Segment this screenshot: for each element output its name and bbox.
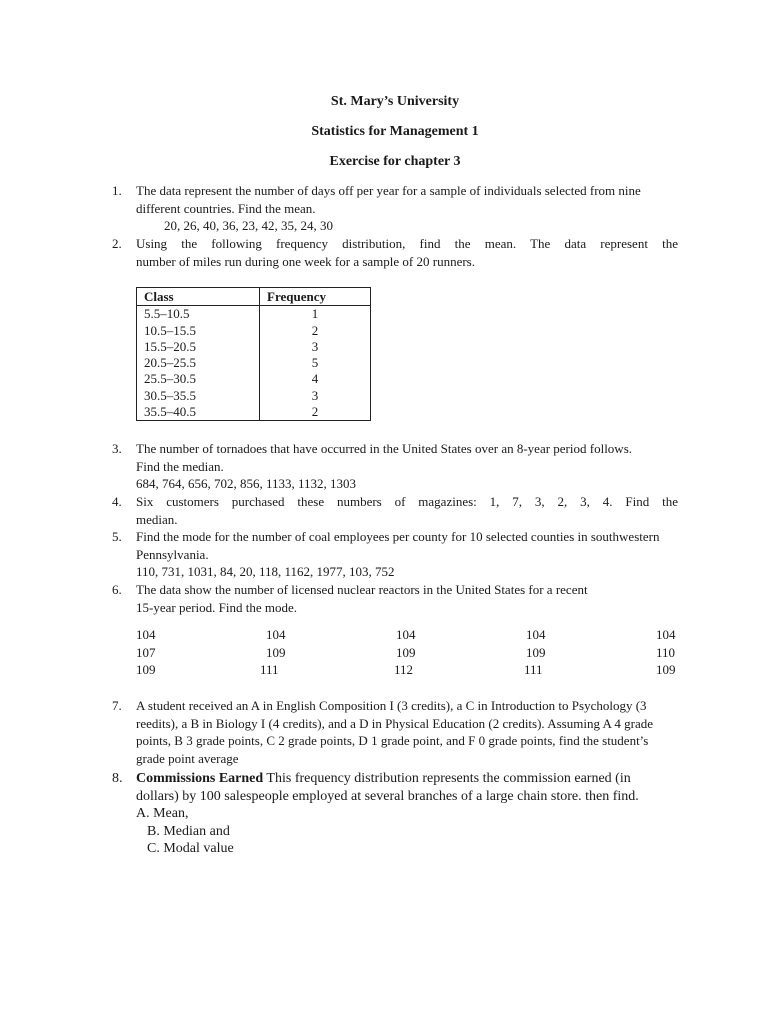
question-text: Find the mode for the number of coal employees per county for 10 selected counties in southwestern xyxy=(136,529,660,544)
question-text: Using the following frequency distribution, find the mean. The data represent the xyxy=(136,236,678,251)
question-2 xyxy=(112,235,678,270)
exercise-title: Exercise for chapter 3 xyxy=(329,154,461,169)
question-number: 8. xyxy=(112,771,123,786)
data-cell: 109 xyxy=(396,644,416,660)
frequency-cell: 2 xyxy=(260,323,371,339)
reactor-data-grid xyxy=(136,626,678,679)
data-cell: 104 xyxy=(526,627,546,642)
question-4 xyxy=(112,493,678,528)
table-row xyxy=(137,404,371,421)
frequency-cell: 1 xyxy=(260,306,371,323)
class-cell: 10.5–15.5 xyxy=(137,323,260,339)
question-text: points, B 3 grade points, C 2 grade points, D 1 grade point, and F 0 grade points, find the student’s xyxy=(136,733,649,748)
question-text: dollars) by 100 salespeople employed at several branches of a large chain store. then find. xyxy=(136,788,639,804)
column-header-frequency: Frequency xyxy=(260,288,371,306)
question-number: 2. xyxy=(112,236,122,251)
question-text: 15-year period. Find the mode. xyxy=(136,599,298,615)
question-number: 3. xyxy=(112,441,122,456)
data-cell: 110 xyxy=(656,644,676,660)
data-cell: 104 xyxy=(656,627,676,642)
question-data: 684, 764, 656, 702, 856, 1133, 1132, 1303 xyxy=(136,476,357,491)
data-cell: 111 xyxy=(260,662,279,677)
data-cell: 109 xyxy=(656,662,676,677)
question-3 xyxy=(112,440,678,493)
class-cell: 35.5–40.5 xyxy=(137,404,260,421)
question-text: number of miles run during one week for a sample of 20 runners. xyxy=(136,253,475,269)
data-row xyxy=(136,661,678,679)
data-cell: 109 xyxy=(266,644,286,660)
table-header-row xyxy=(137,288,371,306)
table-row xyxy=(137,306,371,323)
question-data: 110, 731, 1031, 84, 20, 118, 1162, 1977, 103, 752 xyxy=(136,564,395,579)
frequency-cell: 3 xyxy=(260,339,371,355)
frequency-cell: 5 xyxy=(260,355,371,371)
question-text: The data represent the number of days off per year for a sample of individuals selected from nine xyxy=(136,183,641,198)
class-cell: 25.5–30.5 xyxy=(137,371,260,387)
data-cell: 111 xyxy=(524,662,543,677)
table-row xyxy=(137,323,371,339)
question-text: The number of tornadoes that have occurred in the United States over an 8-year period follows. xyxy=(136,441,632,456)
question-number: 1. xyxy=(112,183,122,198)
question-7 xyxy=(112,697,678,767)
frequency-table xyxy=(136,287,371,421)
question-number: 6. xyxy=(112,582,122,597)
data-cell: 104 xyxy=(396,627,416,642)
question-title: Commissions Earned xyxy=(136,771,264,786)
table-row xyxy=(137,388,371,404)
data-cell: 112 xyxy=(394,662,414,677)
table-row xyxy=(137,355,371,371)
class-cell: 30.5–35.5 xyxy=(137,388,260,404)
question-number: 7. xyxy=(112,698,122,713)
question-6 xyxy=(112,581,678,616)
question-part-b: B. Median and xyxy=(147,823,230,839)
question-text: Pennsylvania. xyxy=(136,546,209,562)
class-cell: 5.5–10.5 xyxy=(137,306,260,323)
question-text: A student received an A in English Composition I (3 credits), a C in Introduction to Psychology (3 xyxy=(136,698,647,713)
data-row xyxy=(136,644,678,662)
frequency-cell: 3 xyxy=(260,388,371,404)
question-text: median. xyxy=(136,511,178,527)
data-cell: 104 xyxy=(136,627,156,642)
data-cell: 109 xyxy=(136,662,156,677)
question-part-c: C. Modal value xyxy=(147,841,234,856)
data-row xyxy=(136,626,678,644)
question-text: reedits), a B in Biology I (4 credits), and a D in Physical Education (2 credits). Assuming A 4 grade xyxy=(136,715,654,731)
course-title: Statistics for Management 1 xyxy=(311,124,479,139)
data-cell: 109 xyxy=(526,644,546,660)
table-row xyxy=(137,371,371,387)
class-cell: 15.5–20.5 xyxy=(137,339,260,355)
question-5 xyxy=(112,528,678,581)
question-1 xyxy=(112,182,678,235)
question-part-a: A. Mean, xyxy=(136,806,189,821)
column-header-class: Class xyxy=(137,288,260,306)
frequency-cell: 4 xyxy=(260,371,371,387)
question-text: This frequency distribution represents the commission earned (in xyxy=(263,771,631,786)
data-cell: 104 xyxy=(266,627,286,642)
class-cell: 20.5–25.5 xyxy=(137,355,260,371)
question-text: grade point average xyxy=(136,750,239,766)
university-title: St. Mary’s University xyxy=(330,94,460,109)
question-text: Find the median. xyxy=(136,458,224,474)
question-text: Six customers purchased these numbers of magazines: 1, 7, 3, 2, 3, 4. Find the xyxy=(136,494,678,509)
question-text: different countries. Find the mean. xyxy=(136,200,316,216)
question-number: 5. xyxy=(112,529,122,544)
question-number: 4. xyxy=(112,494,122,509)
question-text: The data show the number of licensed nuclear reactors in the United States for a recent xyxy=(136,582,588,597)
question-8 xyxy=(112,770,678,858)
table-row xyxy=(137,339,371,355)
frequency-cell: 2 xyxy=(260,404,371,421)
data-cell: 107 xyxy=(136,644,156,660)
question-data: 20, 26, 40, 36, 23, 42, 35, 24, 30 xyxy=(164,218,333,233)
